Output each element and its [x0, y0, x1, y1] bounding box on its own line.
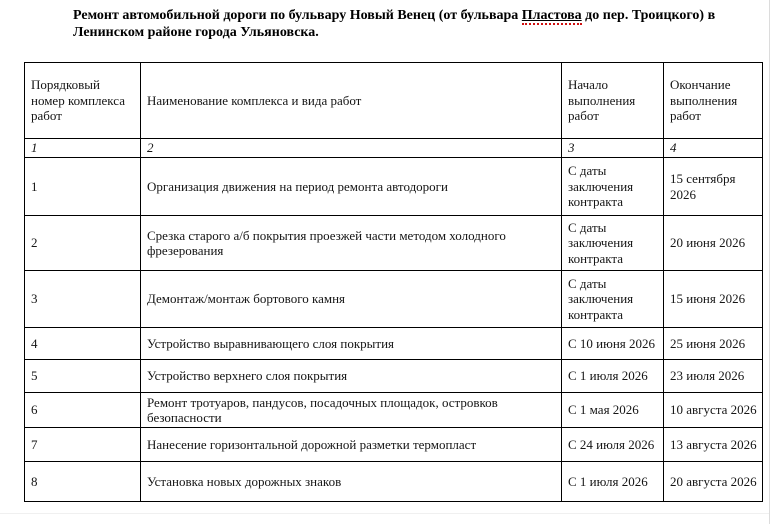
cell-work-name: Ремонт тротуаров, пандусов, посадочных площадок, островков безопасности [141, 393, 562, 428]
cell-row-number: 8 [25, 462, 141, 502]
table-row [25, 158, 763, 216]
column-number: 1 [25, 139, 141, 158]
cell-start-date: С 1 июля 2026 [562, 462, 664, 502]
cell-end-date: 15 июня 2026 [664, 271, 763, 328]
document-title [73, 7, 755, 41]
cell-row-number: 7 [25, 428, 141, 462]
cell-row-number: 2 [25, 216, 141, 271]
cell-end-date: 10 августа 2026 [664, 393, 763, 428]
col-header-end-date: Окончание выполнения работ [664, 63, 763, 139]
cell-end-date: 23 июля 2026 [664, 360, 763, 393]
cell-row-number: 3 [25, 271, 141, 328]
cell-start-date: С 1 мая 2026 [562, 393, 664, 428]
cell-start-date: С даты заключения контракта [562, 216, 664, 271]
column-number: 2 [141, 139, 562, 158]
table-row [25, 393, 763, 428]
title-text-after: до пер. Троицкого) в Ленинском районе города Ульяновска. [73, 8, 716, 40]
table-header-row [25, 63, 763, 139]
cell-work-name: Организация движения на период ремонта автодороги [141, 158, 562, 216]
table-row [25, 328, 763, 360]
cell-start-date: С 10 июня 2026 [562, 328, 664, 360]
cell-start-date: С даты заключения контракта [562, 271, 664, 328]
column-number: 3 [562, 139, 664, 158]
table-row [25, 360, 763, 393]
cell-work-name: Устройство выравнивающего слоя покрытия [141, 328, 562, 360]
col-header-start-date: Начало выполнения работ [562, 63, 664, 139]
title-text-before: Ремонт автомобильной дороги по бульвару Новый Венец (от бульвара [73, 8, 522, 23]
misspelled-word: Пластова [521, 8, 582, 23]
cell-work-name: Установка новых дорожных знаков [141, 462, 562, 502]
column-number: 4 [664, 139, 763, 158]
col-header-number: Порядковый номер комплекса работ [25, 63, 141, 139]
cell-row-number: 4 [25, 328, 141, 360]
cell-end-date: 25 июня 2026 [664, 328, 763, 360]
cell-end-date: 20 июня 2026 [664, 216, 763, 271]
table-row [25, 428, 763, 462]
cell-row-number: 1 [25, 158, 141, 216]
cell-row-number: 5 [25, 360, 141, 393]
col-header-work-name: Наименование комплекса и вида работ [141, 63, 562, 139]
cell-work-name: Срезка старого а/б покрытия проезжей части методом холодного фрезерования [141, 216, 562, 271]
work-schedule-table [24, 62, 763, 502]
cell-end-date: 15 сентября 2026 [664, 158, 763, 216]
cell-row-number: 6 [25, 393, 141, 428]
table-row [25, 216, 763, 271]
page-boundary-line [0, 513, 770, 514]
cell-work-name: Нанесение горизонтальной дорожной разметки термопласт [141, 428, 562, 462]
cell-work-name: Устройство верхнего слоя покрытия [141, 360, 562, 393]
cell-end-date: 20 августа 2026 [664, 462, 763, 502]
column-numbering-row [25, 139, 763, 158]
cell-end-date: 13 августа 2026 [664, 428, 763, 462]
cell-start-date: С 1 июля 2026 [562, 360, 664, 393]
table-row [25, 462, 763, 502]
cell-work-name: Демонтаж/монтаж бортового камня [141, 271, 562, 328]
table-row [25, 271, 763, 328]
cell-start-date: С даты заключения контракта [562, 158, 664, 216]
cell-start-date: С 24 июля 2026 [562, 428, 664, 462]
